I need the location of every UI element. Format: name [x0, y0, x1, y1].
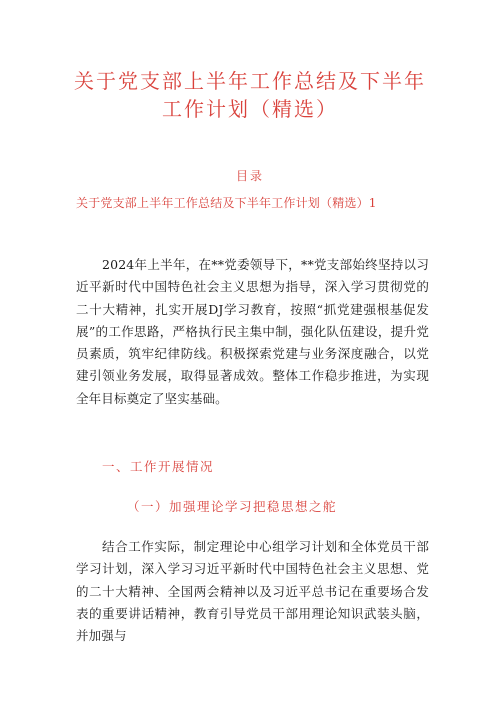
toc-entry[interactable]: 关于党支部上半年工作总结及下半年工作计划（精选）1: [76, 196, 377, 210]
document-title-line-2: 工作计划（精选）: [162, 97, 338, 121]
section-heading: 一、工作开展情况: [102, 459, 215, 474]
document-title-line-1: 关于党支部上半年工作总结及下半年: [74, 69, 426, 93]
toc-heading: 目录: [235, 169, 264, 183]
intro-paragraph: 2024年上半年，在**党委领导下，**党支部始终坚持以习近平新时代中国特色社会主义思想为指导，深入学习贯彻党的二十大精神，扎实开展DJ学习教育，按照“抓党建强根基促发展”的工作思路，严格执行民主集中制，强化队伍建设，提升党员素质，筑牢纪律防线。积极探索党建与业务深度融合，以党建引领业务发展，取得显著成效。整体工作稳步推进，为实现全年目标奠定了坚实基础。: [76, 257, 429, 406]
subsection-heading: （一）加强理论学习把稳思想之舵: [127, 499, 338, 514]
subsection-paragraph: 结合工作实际，制定理论中心组学习计划和全体党员干部学习计划，深入学习习近平新时代中国特色社会主义思想、党的二十大精神、全国两会精神以及习近平总书记在重要场合发表的重要讲话精神，教育引导党员干部用理论知识武装头脑，并加强与: [76, 539, 429, 644]
